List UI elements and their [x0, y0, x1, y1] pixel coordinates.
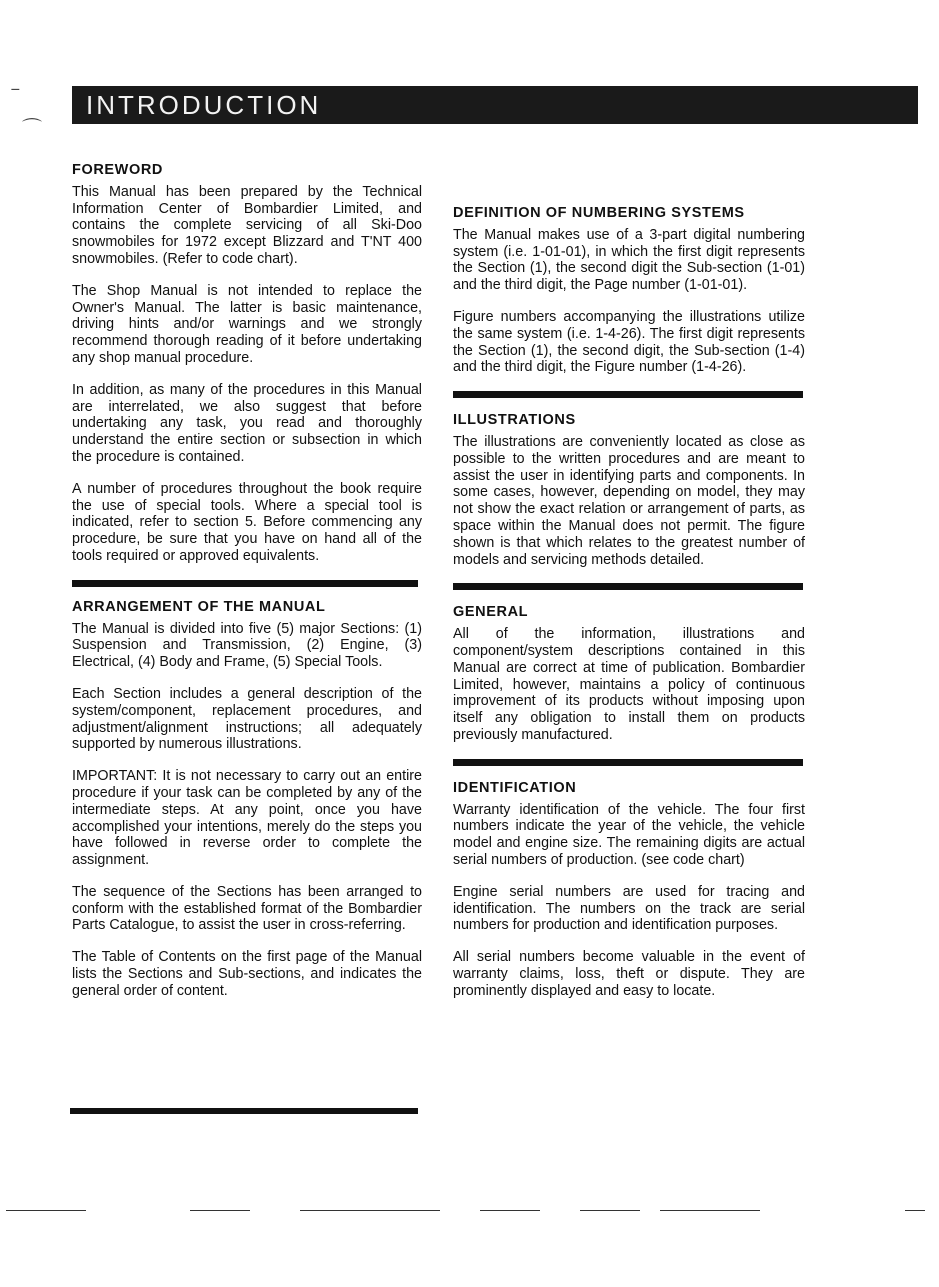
identification-paragraph: Engine serial numbers are used for tracing and identification. The numbers on the track are serial numbers for production and identification purposes. — [453, 883, 805, 934]
foreword-paragraph: A number of procedures throughout the book require the use of special tools. Where a special tool is indicated, refer to section 5. Before commencing any procedure, be sure that you have on hand all of the tools required or approved equivalents. — [72, 480, 422, 564]
footer-line — [300, 1210, 440, 1211]
arrangement-paragraph: The sequence of the Sections has been arranged to conform with the established format of the Bombardier Parts Catalogue, to assist the user in cross-referring. — [72, 883, 422, 934]
definition-heading: DEFINITION OF NUMBERING SYSTEMS — [453, 205, 745, 221]
general-paragraph: All of the information, illustrations and component/system descriptions contained in this Manual are correct at time of publication. Bombardier Limited, however, maintains a policy of continuous improvement of its products without imposing upon itself any obligation to install them on products previously manufactured. — [453, 626, 805, 743]
arrangement-paragraph: IMPORTANT: It is not necessary to carry out an entire procedure if your task can be completed by any of the intermediate steps. At any point, once you have accomplished your intentions, merely do the steps you have followed in reverse order to complete the assignment. — [72, 768, 422, 869]
scan-mark: ⌒ — [22, 118, 42, 140]
general-heading: GENERAL — [453, 604, 529, 621]
right-column — [453, 205, 805, 1014]
footer-line — [190, 1210, 250, 1211]
footer-line — [580, 1210, 640, 1211]
identification-paragraph: Warranty identification of the vehicle. The four first numbers indicate the year of the vehicle, the vehicle model and engine size. The remaining digits are actual serial numbers of production. (see code chart) — [453, 801, 805, 868]
section-divider — [70, 1108, 418, 1114]
foreword-paragraph: The Shop Manual is not intended to replace the Owner's Manual. The latter is basic maintenance, driving hints and/or warnings and we strongly recommend thorough reading of it before undertaking any shop manual procedure. — [72, 282, 422, 366]
footer-line — [480, 1210, 540, 1211]
section-divider — [453, 391, 803, 398]
section-header-bar — [72, 86, 918, 124]
foreword-paragraph: In addition, as many of the procedures in this Manual are interrelated, we also suggest that before undertaking any task, you read and thoroughly understand the entire section or subsection in which the procedure is contained. — [72, 381, 422, 465]
identification-heading: IDENTIFICATION — [453, 779, 577, 796]
footer-line — [905, 1210, 925, 1211]
left-column — [72, 162, 422, 1015]
footer-line — [660, 1210, 760, 1211]
arrangement-paragraph: Each Section includes a general description of the system/component, replacement procedures, and adjustment/alignment instructions; all adequately supported by numerous illustrations. — [72, 685, 422, 753]
arrangement-paragraph: The Manual is divided into five (5) major Sections: (1) Suspension and Transmission, (2) Engine, (3) Electrical, (4) Body and Frame, (5) Special Tools. — [72, 620, 422, 671]
illustrations-paragraph: The illustrations are conveniently located as close as possible to the written procedures and are meant to assist the user in identifying parts and components. In some cases, however, depending on model, they may not show the exact relation or arrangement of parts, as space within the Manual does not permit. The figure shown is that which relates to the greatest number of models and servicing methods detailed. — [453, 433, 805, 568]
definition-paragraph: The Manual makes use of a 3-part digital numbering system (i.e. 1-01-01), in which the first digit represents the Section (1), the second digit the Sub-section (1-01) and the third digit, the Page number (1-01-01). — [453, 226, 805, 294]
arrangement-paragraph: The Table of Contents on the first page of the Manual lists the Sections and Sub-sections, and indicates the general order of content. — [72, 949, 422, 999]
foreword-paragraph: This Manual has been prepared by the Technical Information Center of Bombardier Limited, and contains the complete servicing of all Ski-Doo snowmobiles for 1972 except Blizzard and T'NT 400 snowmobiles. (Refer to code chart). — [72, 183, 422, 267]
footer-line — [6, 1210, 86, 1211]
section-divider — [453, 583, 803, 590]
arrangement-heading: ARRANGEMENT OF THE MANUAL — [72, 598, 326, 615]
page-title: INTRODUCTION — [86, 90, 322, 120]
section-divider — [72, 580, 418, 587]
foreword-heading: FOREWORD — [72, 162, 163, 178]
illustrations-heading: ILLUSTRATIONS — [453, 412, 576, 429]
scan-mark: ‾ — [12, 88, 19, 110]
identification-paragraph: All serial numbers become valuable in the event of warranty claims, loss, theft or dispute. They are prominently displayed and easy to locate. — [453, 949, 805, 999]
definition-paragraph: Figure numbers accompanying the illustrations utilize the same system (i.e. 1-4-26). The first digit represents the Section (1), the second digit, the Sub-section (1-4) and the third digit, the Figure number (1-4-26). — [453, 308, 805, 376]
section-divider — [453, 759, 803, 766]
